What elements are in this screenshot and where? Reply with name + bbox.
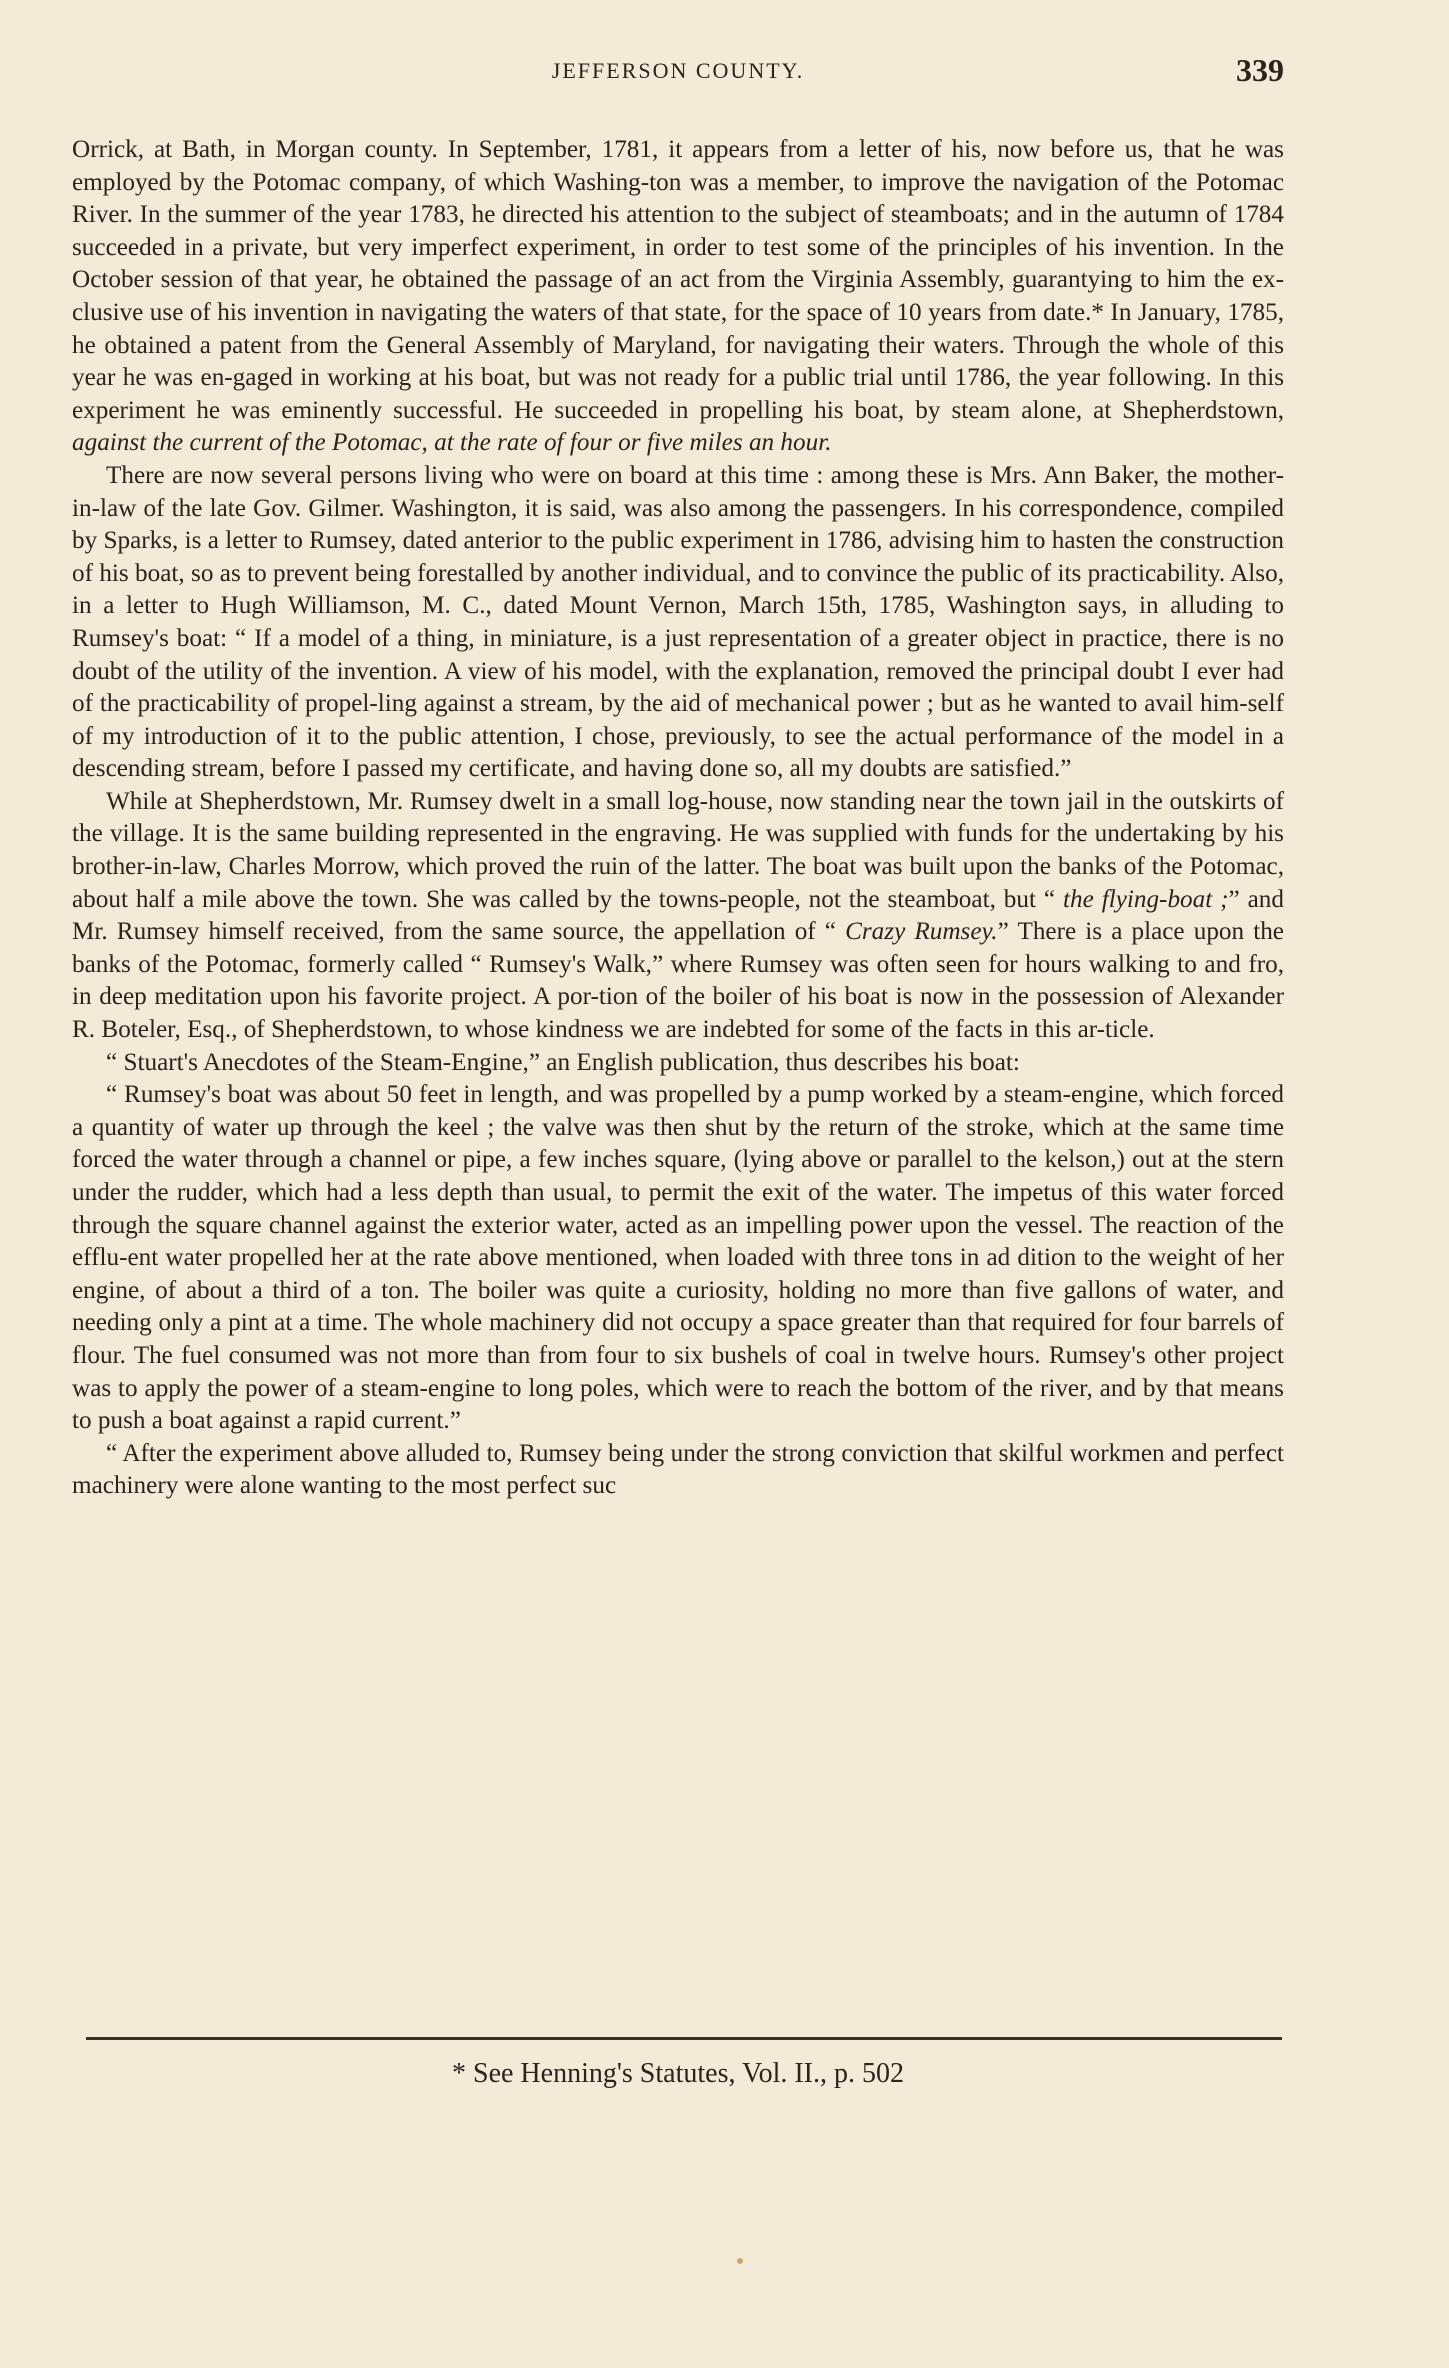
page-number: 339 bbox=[1236, 52, 1284, 88]
running-head bbox=[72, 52, 1284, 92]
body-text bbox=[72, 134, 1284, 1503]
paragraph-1 bbox=[72, 134, 1284, 460]
paragraph-text: Orrick, at Bath, in Morgan county. In September, 1781, it appears from a letter of his, now before us, that he was employed by the Potomac company, of which Washing-ton was a member, to improve the navigation of the Potomac River. In the summer of the year 1783, he directed his attention to the subject of steamboats; and in the autumn of 1784 succeeded in a private, but very imperfect experiment, in order to test some of the principles of his invention. In the October session of that year, he obtained the passage of an act from the Virginia Assembly, guarantying to him the ex-clusive use of his invention in navigating the waters of that state, for the space of 10 years from date.* In January, 1785, he obtained a patent from the General Assembly of Maryland, for navigating their waters. Through the whole of this year he was en-gaged in working at his boat, but was not ready for a public trial until 1786, the year following. In this experiment he was eminently successful. He succeeded in propelling his boat, by steam alone, at Shepherdstown, bbox=[72, 136, 1284, 424]
paper-speck bbox=[737, 2258, 743, 2264]
paragraph-text: “ Stuart's Anecdotes of the Steam-Engine,” an English publication, thus describes his boat: bbox=[106, 1048, 1020, 1076]
footnote-rule bbox=[86, 2037, 1282, 2040]
paragraph-6 bbox=[72, 1438, 1284, 1503]
paragraph-text: There are now several persons living who were on board at this time : among these is Mrs. Ann Baker, the mother-in-law of the late Gov. Gilmer. Washington, it is said, was also among the passengers. In his correspondence, compiled by Sparks, is a letter to Rumsey, dated anterior to the public experiment in 1786, advising him to hasten the construction of his boat, so as to prevent being forestalled by another individual, and to convince the public of its practicability. Also, in a letter to Hugh Williamson, M. C., dated Mount Vernon, March 15th, 1785, Washington says, in alluding to Rumsey's boat: “ If a model of a thing, in miniature, is a just representation of a greater object in practice, there is no doubt of the utility of the invention. A view of his model, with the explanation, removed the principal doubt I ever had of the practicability of propel-ling against a stream, by the aid of mechanical power ; but as he wanted to avail him-self of my introduction of it to the public attention, I chose, previously, to see the actual performance of the model in a descending stream, before I passed my certificate, and having done so, all my doubts are satisfied.” bbox=[72, 461, 1285, 783]
italic-text: against the current of the Potomac, at the rate of four or five miles an hour. bbox=[72, 429, 832, 457]
paragraph-text: ” and Mr. Rumsey himself received, from the same source, the appellation of “ bbox=[72, 885, 1284, 946]
paragraph-text: While at Shepherdstown, Mr. Rumsey dwelt in a small log-house, now standing near the town jail in the outskirts of the village. It is the same building represented in the engraving. He was supplied with funds for the undertaking by his brother-in-law, Charles Morrow, which proved the ruin of the latter. The boat was built upon the banks of the Potomac, about half a mile above the town. She was called by the towns-people, not the steamboat, but “ bbox=[72, 787, 1284, 913]
running-title: JEFFERSON COUNTY. bbox=[551, 58, 805, 83]
footnote: * See Henning's Statutes, Vol. II., p. 502 bbox=[452, 2058, 904, 2089]
paragraph-3 bbox=[72, 786, 1284, 1047]
paragraph-text: “ After the experiment above alluded to, Rumsey being under the strong conviction that skilful workmen and perfect machinery were alone wanting to the most perfect suc bbox=[72, 1439, 1284, 1500]
paragraph-5 bbox=[72, 1079, 1284, 1438]
paragraph-4 bbox=[72, 1047, 1284, 1080]
paragraph-text: “ Rumsey's boat was about 50 feet in length, and was propelled by a pump worked by a steam-engine, which forced a quantity of water up through the keel ; the valve was then shut by the return of the stroke, which at the same time forced the water through a channel or pipe, a few inches square, (lying above or parallel to the kelson,) out at the stern under the rudder, which had a less depth than usual, to permit the exit of the water. The impetus of this water forced through the square channel against the exterior water, acted as an impelling power upon the vessel. The reaction of the efflu-ent water propelled her at the rate above mentioned, when loaded with three tons in ad dition to the weight of her engine, of about a third of a ton. The boiler was quite a curiosity, holding no more than five gallons of water, and needing only a pint at a time. The whole machinery did not occupy a space greater than that required for four barrels of flour. The fuel consumed was not more than from four to six bushels of coal in twelve hours. Rumsey's other project was to apply the power of a steam-engine to long poles, which were to reach the bottom of the river, and by that means to push a boat against a rapid current.” bbox=[72, 1081, 1284, 1435]
paragraph-text: ” There is a place upon the banks of the Potomac, formerly called “ Rumsey's Walk,” where Rumsey was often seen for hours walking to and fro, in deep meditation upon his favorite project. A por-tion of the boiler of his boat is now in the possession of Alexander R. Boteler, Esq., of Shepherdstown, to whose kindness we are indebted for some of the facts in this ar-ticle. bbox=[72, 918, 1284, 1044]
italic-text: the flying-boat ; bbox=[1063, 885, 1229, 913]
paragraph-2 bbox=[72, 460, 1284, 786]
italic-text: Crazy Rumsey. bbox=[845, 918, 998, 946]
